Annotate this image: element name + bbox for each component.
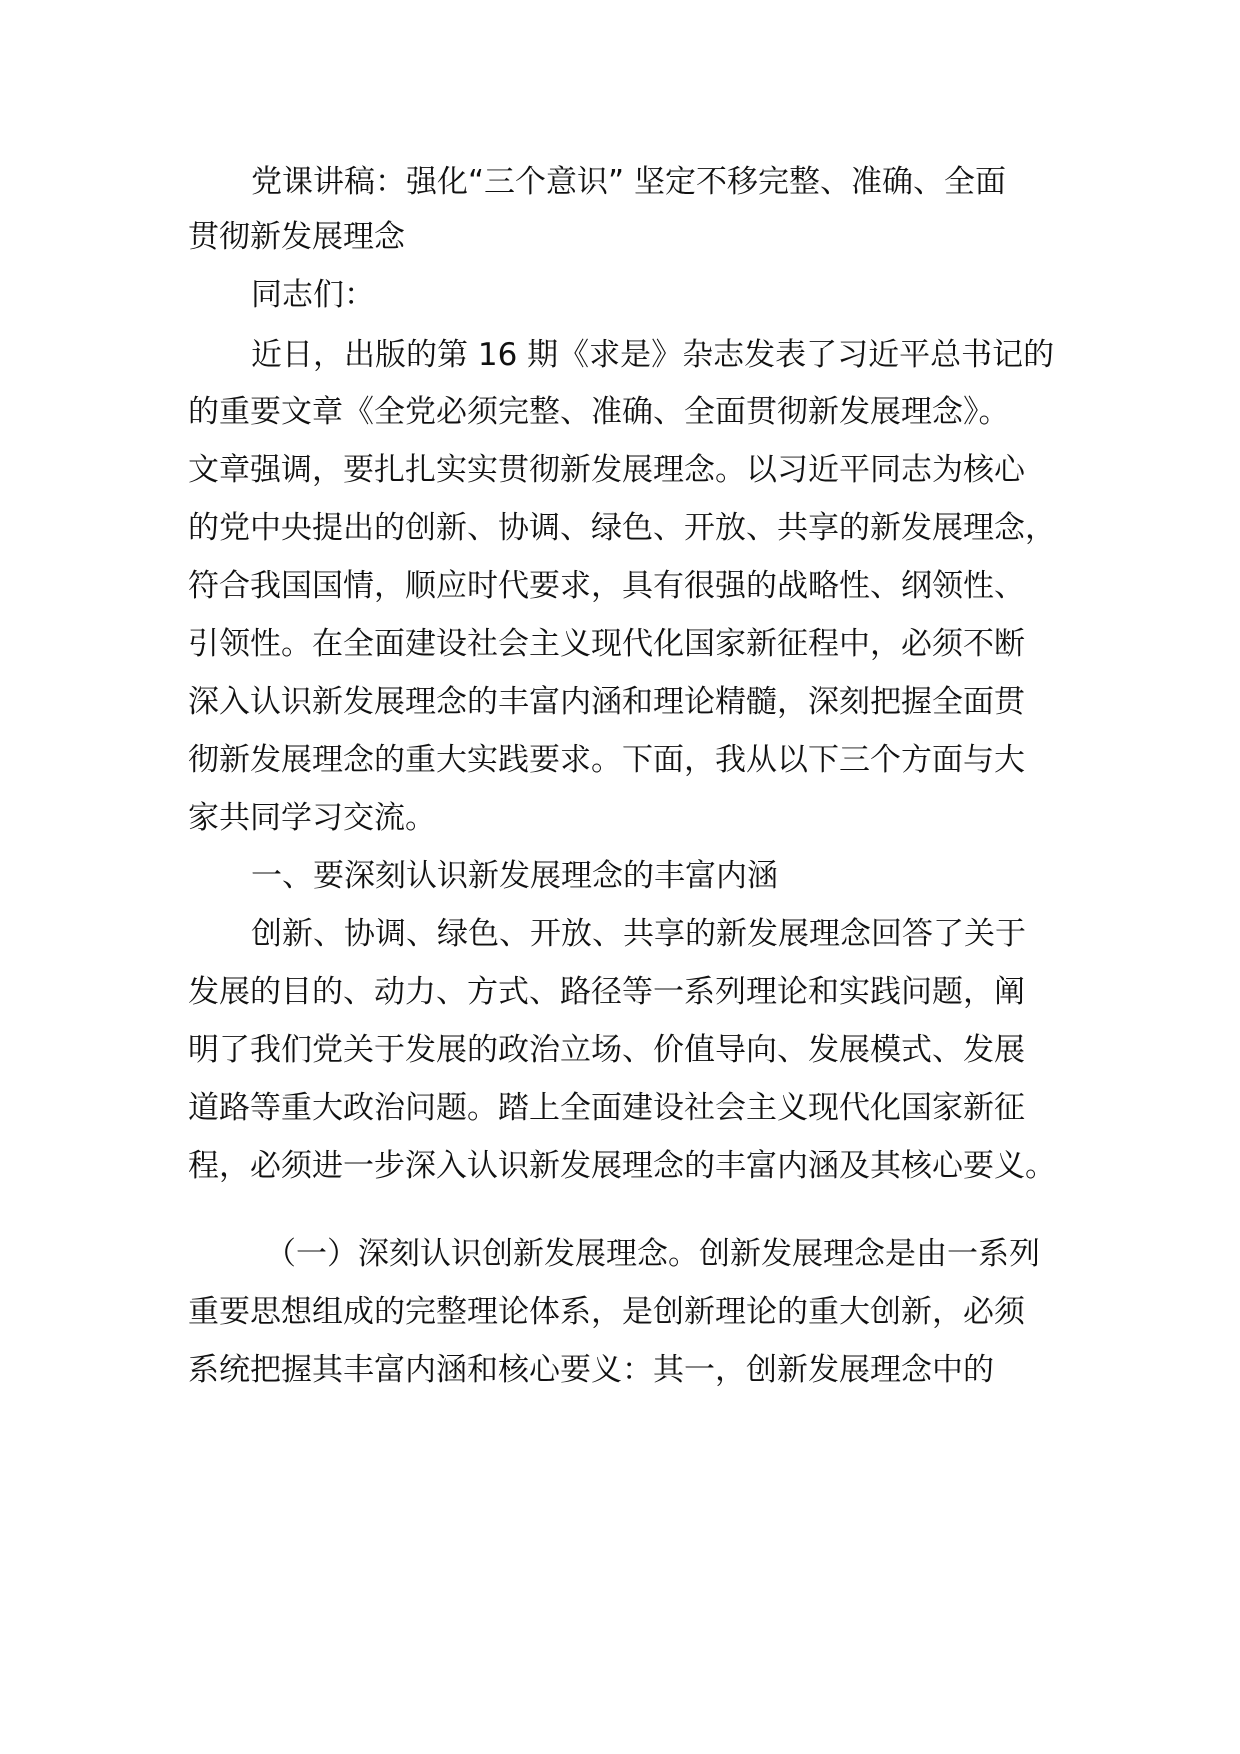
subsection-line: （一）深刻认识创新发展理念。创新发展理念是由一系列 <box>265 1236 1040 1272</box>
section-line: 程，必须进一步深入认识新发展理念的丰富内涵及其核心要义。 <box>188 1148 1056 1184</box>
intro-line: 文章强调，要扎扎实实贯彻新发展理念。以习近平同志为核心 <box>188 452 1025 488</box>
salutation: 同志们： <box>251 277 375 313</box>
intro-line: 符合我国国情，顺应时代要求，具有很强的战略性、纲领性、 <box>188 568 1025 604</box>
title-line-2: 贯彻新发展理念 <box>188 219 405 255</box>
section-heading: 一、要深刻认识新发展理念的丰富内涵 <box>251 858 778 894</box>
section-line: 发展的目的、动力、方式、路径等一系列理论和实践问题，阐 <box>188 974 1025 1010</box>
section-line: 创新、协调、绿色、开放、共享的新发展理念回答了关于 <box>251 916 1026 952</box>
intro-line: 近日，出版的第 16 期《求是》杂志发表了习近平总书记的 <box>251 337 1055 373</box>
title-line-1: 党课讲稿：强化“三个意识” 坚定不移完整、准确、全面 <box>251 164 1006 200</box>
subsection-line: 系统把握其丰富内涵和核心要义：其一，创新发展理念中的 <box>188 1352 994 1388</box>
intro-line: 彻新发展理念的重大实践要求。下面，我从以下三个方面与大 <box>188 742 1025 778</box>
section-line: 明了我们党关于发展的政治立场、价值导向、发展模式、发展 <box>188 1032 1025 1068</box>
subsection-line: 重要思想组成的完整理论体系，是创新理论的重大创新，必须 <box>188 1294 1025 1330</box>
intro-line: 的党中央提出的创新、协调、绿色、开放、共享的新发展理念， <box>188 510 1056 546</box>
section-line: 道路等重大政治问题。踏上全面建设社会主义现代化国家新征 <box>188 1090 1025 1126</box>
intro-line: 的重要文章《全党必须完整、准确、全面贯彻新发展理念》。 <box>188 394 1010 430</box>
intro-line: 家共同学习交流。 <box>188 800 436 836</box>
intro-line: 深入认识新发展理念的丰富内涵和理论精髓，深刻把握全面贯 <box>188 684 1025 720</box>
intro-line: 引领性。在全面建设社会主义现代化国家新征程中，必须不断 <box>188 626 1025 662</box>
